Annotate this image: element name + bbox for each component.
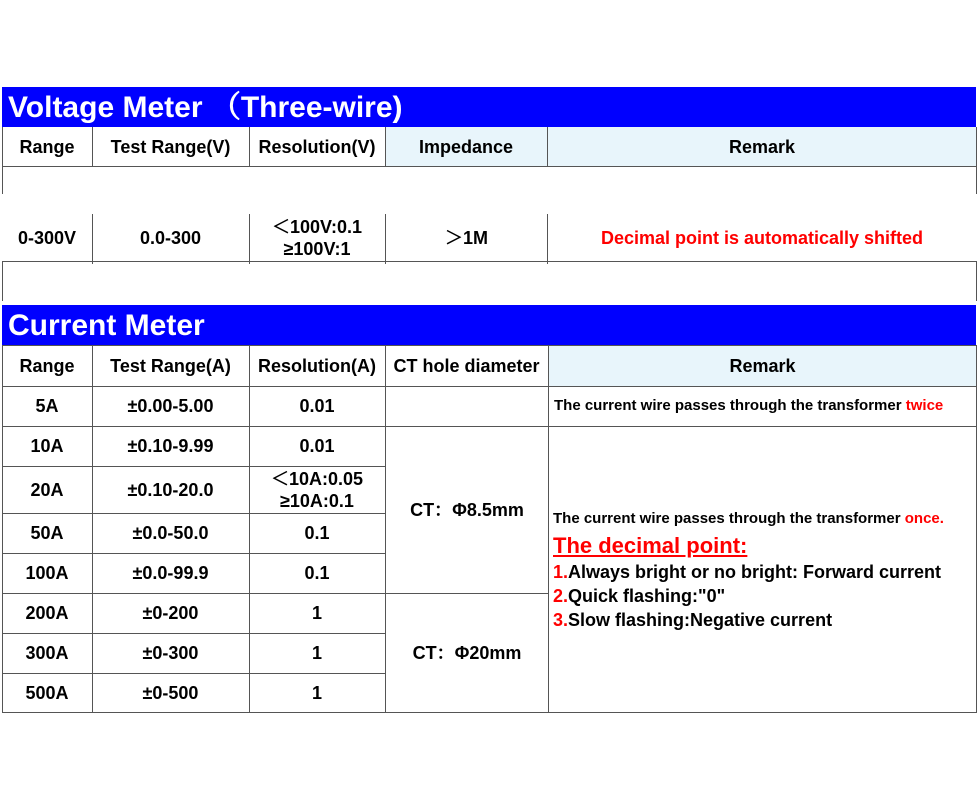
table-row-range: 10A — [30, 436, 64, 456]
remark-5a — [549, 386, 976, 426]
divider — [2, 593, 549, 594]
table-row-test-range: ±0-200 — [142, 603, 199, 623]
voltage-remark: Decimal point is automatically shifted — [600, 228, 924, 248]
voltage-header-impedance: Impedance — [385, 127, 547, 167]
divider — [249, 345, 250, 713]
remark-once-emphasis: once. — [904, 510, 944, 527]
table-row-test-range: ±0-500 — [142, 683, 199, 703]
note-number: 3. — [553, 610, 569, 630]
divider — [2, 261, 976, 262]
note-text: Always bright or no bright: Forward current — [568, 562, 942, 582]
remark-5a-text: The current wire passes through the transformer — [554, 397, 906, 414]
decimal-point-title: The decimal point: — [553, 533, 748, 558]
table-row-resolution: 1 — [311, 603, 322, 623]
ct-small-diameter: CT：Φ8.5mm — [410, 499, 524, 520]
remark-5a-emphasis: twice — [905, 397, 944, 414]
divider — [2, 712, 977, 713]
note-item — [553, 560, 977, 584]
divider — [2, 513, 385, 514]
divider — [385, 127, 386, 167]
table-row-test-range: ±0.10-20.0 — [127, 479, 214, 500]
divider — [976, 261, 977, 301]
note-item — [553, 584, 977, 608]
current-header-resolution: Resolution(A) — [258, 356, 376, 376]
current-header-remark: Remark — [549, 346, 976, 386]
table-row-test-range: ±0.10-9.99 — [127, 436, 214, 456]
table-row-range: 5A — [35, 396, 59, 416]
divider — [976, 127, 977, 167]
divider — [385, 345, 386, 713]
current-header-ct-hole: CT hole diameter — [393, 356, 540, 376]
table-row-resolution: 0.1 — [304, 563, 330, 583]
divider — [92, 345, 93, 713]
table-row-resolution: 0.01 — [299, 436, 335, 456]
note-text: Quick flashing:"0" — [568, 586, 726, 606]
divider — [92, 127, 93, 167]
table-row-resolution: 0.1 — [304, 523, 330, 543]
divider — [249, 127, 250, 167]
table-row-range: 20A — [30, 479, 64, 500]
voltage-header-remark: Remark — [548, 127, 976, 167]
divider — [2, 166, 3, 194]
table-row-range: 300A — [25, 643, 69, 663]
divider — [547, 214, 548, 264]
divider — [2, 345, 977, 346]
table-row-test-range: ±0.0-50.0 — [132, 523, 209, 543]
divider — [2, 673, 385, 674]
divider — [2, 345, 3, 713]
divider — [2, 553, 385, 554]
table-row-test-range: ±0-300 — [142, 643, 199, 663]
voltage-header-test-range: Test Range(V) — [110, 137, 231, 157]
divider — [2, 466, 385, 467]
voltage-header-range: Range — [19, 137, 75, 157]
voltage-header-resolution: Resolution(V) — [258, 137, 376, 157]
resolution-low: ＜10A:0.05 — [270, 468, 364, 489]
table-row-range: 100A — [25, 563, 69, 583]
resolution-high: ≥10A:0.1 — [280, 490, 354, 511]
ct-large-diameter: CT：Φ20mm — [412, 643, 522, 663]
voltage-resolution-high: ≥100V:1 — [283, 239, 351, 259]
voltage-impedance: ＞1M — [444, 228, 488, 248]
note-text: Slow flashing:Negative current — [568, 610, 833, 630]
remark-once-text: The current wire passes through the transformer — [553, 510, 905, 527]
table-row-range: 50A — [30, 523, 64, 543]
voltage-test-range: 0.0-300 — [139, 228, 202, 248]
current-meter-title: Current Meter — [2, 305, 976, 345]
table-row-range: 200A — [25, 603, 69, 623]
divider — [547, 127, 548, 167]
voltage-resolution-low: ＜100V:0.1 — [271, 217, 363, 237]
current-header-range: Range — [19, 356, 75, 376]
voltage-resolution — [249, 214, 385, 262]
divider — [2, 633, 385, 634]
note-number: 1. — [553, 562, 569, 582]
voltage-meter-title: Voltage Meter （Three-wire) — [2, 87, 976, 127]
table-row-resolution: 1 — [311, 683, 322, 703]
table-row-range: 500A — [25, 683, 69, 703]
current-remark-notes — [553, 508, 977, 632]
divider — [976, 345, 977, 713]
divider — [2, 166, 976, 167]
voltage-range: 0-300V — [17, 228, 77, 248]
table-row-resolution: 1 — [311, 643, 322, 663]
current-header-test-range: Test Range(A) — [110, 356, 231, 376]
table-row-test-range: ±0.0-99.9 — [132, 563, 209, 583]
divider — [2, 127, 3, 167]
table-row-resolution: 0.01 — [299, 396, 335, 416]
divider — [385, 214, 386, 264]
table-row-resolution — [249, 466, 385, 513]
table-row-test-range: ±0.00-5.00 — [127, 396, 214, 416]
note-number: 2. — [553, 586, 569, 606]
note-item — [553, 608, 977, 632]
divider — [2, 386, 977, 387]
divider — [2, 426, 977, 427]
divider — [976, 166, 977, 194]
divider — [92, 214, 93, 264]
divider — [548, 345, 549, 713]
divider — [2, 261, 3, 301]
divider — [249, 214, 250, 264]
